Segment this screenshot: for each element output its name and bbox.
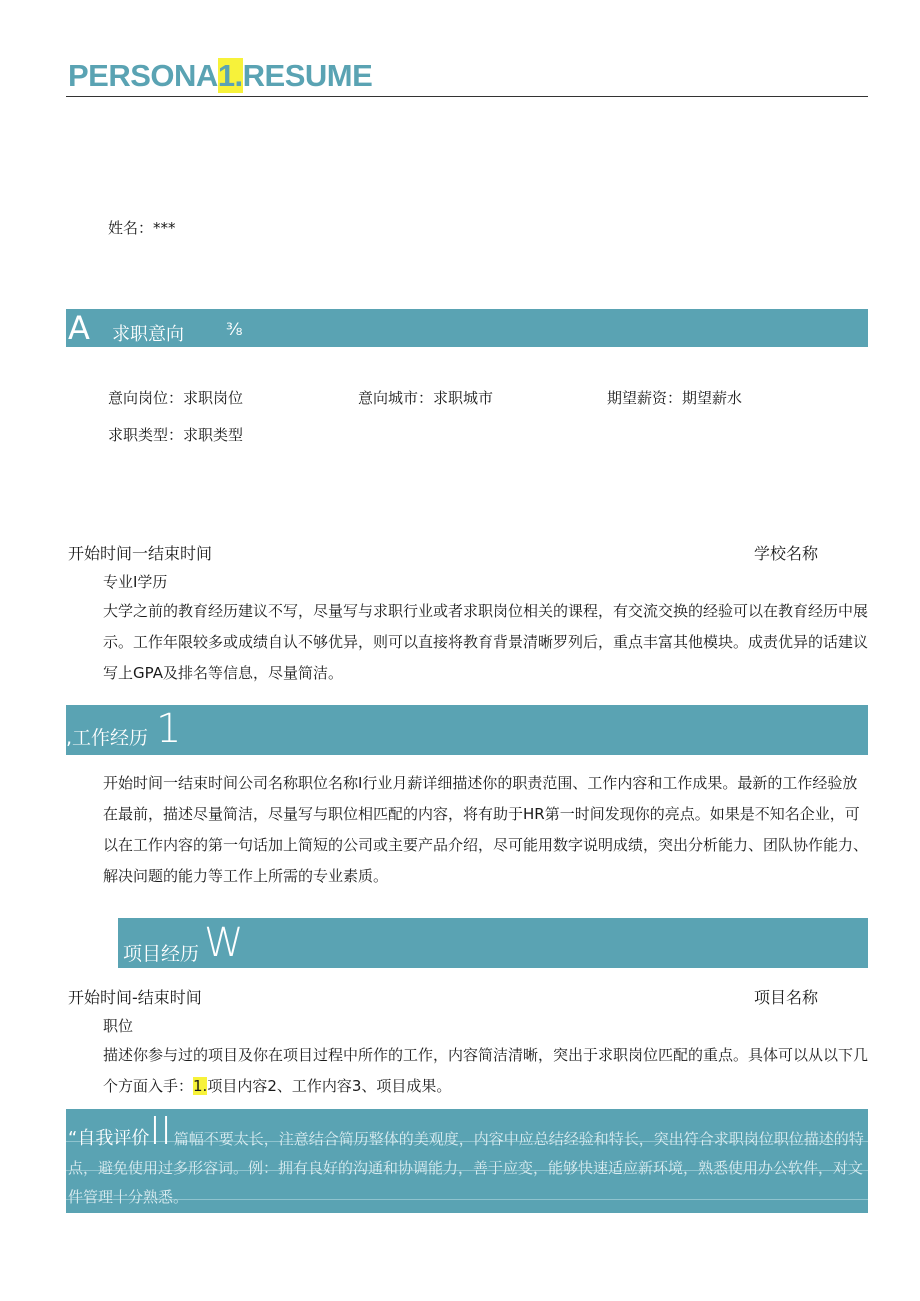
project-description xyxy=(103,1040,868,1102)
title-part-b: RESUME xyxy=(242,58,373,93)
section-self-evaluation xyxy=(66,1109,868,1213)
section-heading-self: “自我评价 xyxy=(68,1128,150,1149)
title-highlight: 1. xyxy=(217,58,243,93)
self-evaluation-description: 篇幅不要太长，注意结合简历整体的美观度，内容中应总结经验和特长，突出符合求职岗位职位描述的特点，避免使用过多形容词。例：拥有良好的沟通和协调能力，善于应变，能够快速适应新环境，熟悉使用办公软件，对文件管理十分熟悉。 xyxy=(68,1130,864,1206)
education-school: 学校名称 xyxy=(754,544,819,563)
education-major: 专业I学历 xyxy=(103,573,168,591)
resume-title xyxy=(68,58,372,94)
title-divider xyxy=(66,96,868,97)
section-mark-work: 1 xyxy=(156,706,182,752)
intent-type: 求职类型：求职类型 xyxy=(108,426,244,444)
project-role: 职位 xyxy=(103,1017,134,1035)
intent-city: 意向城市：求职城市 xyxy=(358,389,494,407)
section-heading-work: ,工作经历 xyxy=(66,727,149,749)
project-name: 项目名称 xyxy=(754,988,819,1007)
education-description: 大学之前的教育经历建议不写，尽量写与求职行业或者求职岗位相关的课程，有交流交换的经验可以在教育经历中展示。工作年限较多或成绩自认不够优异，则可以直接将教育背景清晰罗列后，重点丰富其他模块。成责优异的话建议写上GPA及排名等信息，尽量简洁。 xyxy=(103,602,869,682)
section-heading-project: 项目经历 xyxy=(123,943,200,965)
section-bar-project xyxy=(118,918,868,968)
section-letter: A xyxy=(68,309,90,347)
project-desc-highlight: 1. xyxy=(193,1077,208,1095)
project-desc-a: 描述你参与过的项目及你在项目过程中所作的工作，内容简洁清晰，突出于求职岗位匹配的重点。具体可以从以下几个方面入手： xyxy=(103,1046,869,1095)
project-desc-b: 项目内容2、工作内容3、项目成果。 xyxy=(207,1077,452,1095)
intent-salary: 期望薪资：期望薪水 xyxy=(607,389,743,407)
title-part-a: PERSONA xyxy=(68,58,218,93)
education-time: 开始时间一结束时间 xyxy=(68,544,213,563)
project-time: 开始时间-结束时间 xyxy=(68,988,202,1007)
section-bar-intent xyxy=(66,309,868,347)
section-bar-work xyxy=(66,705,868,755)
name-field: 姓名：*** xyxy=(108,219,176,237)
intent-position: 意向岗位：求职岗位 xyxy=(108,389,244,407)
section-mark: ⅜ xyxy=(226,320,243,340)
section-heading-intent: 求职意向 xyxy=(112,324,184,345)
section-mark-self: II xyxy=(149,1109,172,1153)
self-evaluation-text xyxy=(68,1109,866,1212)
work-description: 开始时间一结束时间公司名称职位名称I行业月薪详细描述你的职责范围、工作内容和工作成果。最新的工作经验放在最前，描述尽量简洁，尽量写与职位相匹配的内容，将有助于HR第一时间发现你的亮点。如果是不知名企业，可以在工作内容的第一句话加上简短的公司或主要产品介绍，尽可能用数字说明成绩，突出分析能力、团队协作能力、解决问题的能力等工作上所需的专业素质。 xyxy=(103,774,869,885)
section-mark-project: W xyxy=(204,920,244,966)
